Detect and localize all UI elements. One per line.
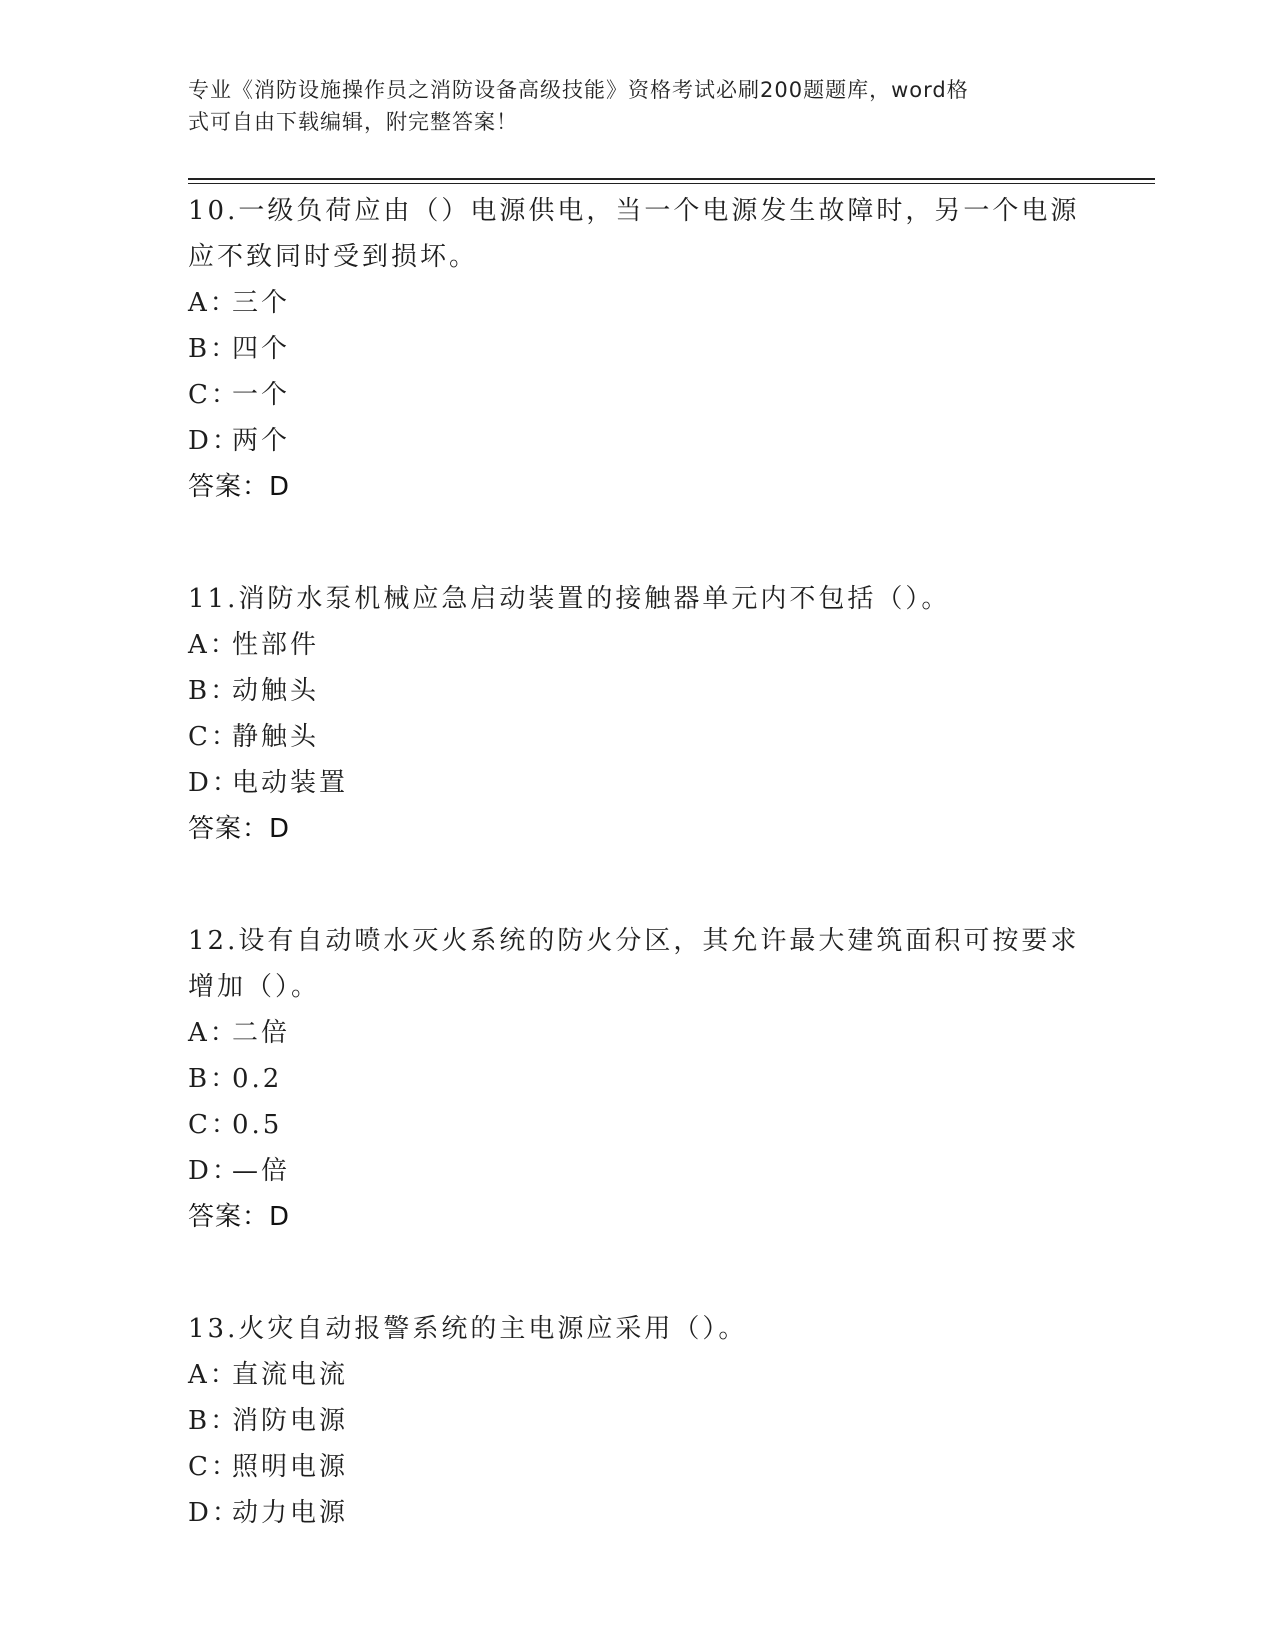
question-stem-line-1: 12.设有自动喷水灭火系统的防火分区，其允许最大建筑面积可按要求 [188, 926, 1080, 956]
header-line-1: 专业《消防设施操作员之消防设备高级技能》资格考试必刷200题题库，word格 [188, 78, 969, 102]
question-11 [188, 576, 1088, 852]
option-text: 直流电流 [232, 1360, 349, 1390]
option-c [188, 714, 1088, 760]
option-text: 三个 [232, 288, 291, 318]
option-letter: D： [188, 1498, 241, 1528]
question-spacer [188, 530, 1088, 576]
option-letter: B： [188, 1064, 240, 1094]
option-b [188, 668, 1088, 714]
option-letter: D： [188, 426, 241, 456]
option-letter: A： [188, 1018, 239, 1048]
answer-text: 答案：D [188, 814, 291, 844]
option-letter: A： [188, 630, 239, 660]
option-letter: B： [188, 1406, 240, 1436]
header-divider-thin [188, 183, 1155, 184]
option-text: 动力电源 [232, 1498, 349, 1528]
option-a [188, 1352, 1088, 1398]
question-stem-line-2: 应不致同时受到损坏。 [188, 242, 479, 272]
question-stem-line-1: 13.火灾自动报警系统的主电源应采用（）。 [188, 1314, 748, 1344]
option-letter: C： [188, 1452, 240, 1482]
option-text: 电动装置 [232, 768, 349, 798]
option-letter: A： [188, 288, 239, 318]
option-text: 四个 [232, 334, 291, 364]
option-a [188, 1010, 1088, 1056]
option-text: 静触头 [232, 722, 320, 752]
option-d [188, 1148, 1088, 1194]
question-spacer [188, 1260, 1088, 1306]
option-letter: D： [188, 1156, 241, 1186]
option-b [188, 326, 1088, 372]
question-list [188, 188, 1088, 1556]
question-stem-line-1: 11.消防水泵机械应急启动装置的接触器单元内不包括（）。 [188, 584, 951, 614]
header-line-2: 式可自由下载编辑，附完整答案！ [188, 110, 518, 134]
question-stem-line-1: 10.一级负荷应由（）电源供电，当一个电源发生故障时，另一个电源 [188, 196, 1080, 226]
option-letter: C： [188, 1110, 240, 1140]
option-text: 性部件 [232, 630, 320, 660]
option-text: 消防电源 [232, 1406, 349, 1436]
option-letter: C： [188, 380, 240, 410]
question-12 [188, 918, 1088, 1240]
option-text: 0.2 [232, 1064, 283, 1094]
answer-text: 答案：D [188, 472, 291, 502]
question-spacer [188, 872, 1088, 918]
option-c [188, 1444, 1088, 1490]
option-text: 二倍 [232, 1018, 291, 1048]
option-letter: B： [188, 334, 240, 364]
option-text: —倍 [232, 1156, 291, 1186]
option-text: 0.5 [232, 1110, 283, 1140]
option-text: 一个 [232, 380, 291, 410]
option-text: 动触头 [232, 676, 320, 706]
option-a [188, 622, 1088, 668]
option-d [188, 760, 1088, 806]
option-d [188, 418, 1088, 464]
header-divider-thick [188, 178, 1155, 180]
question-10 [188, 188, 1088, 510]
document-header [188, 74, 1068, 138]
option-a [188, 280, 1088, 326]
option-b [188, 1056, 1088, 1102]
option-b [188, 1398, 1088, 1444]
option-d [188, 1490, 1088, 1536]
option-letter: A： [188, 1360, 239, 1390]
option-text: 两个 [232, 426, 291, 456]
option-letter: D： [188, 768, 241, 798]
option-letter: B： [188, 676, 240, 706]
option-text: 照明电源 [232, 1452, 349, 1482]
option-c [188, 1102, 1088, 1148]
question-13 [188, 1306, 1088, 1536]
answer-text: 答案：D [188, 1202, 291, 1232]
question-stem-line-2: 增加（）。 [188, 972, 321, 1002]
option-letter: C： [188, 722, 240, 752]
option-c [188, 372, 1088, 418]
